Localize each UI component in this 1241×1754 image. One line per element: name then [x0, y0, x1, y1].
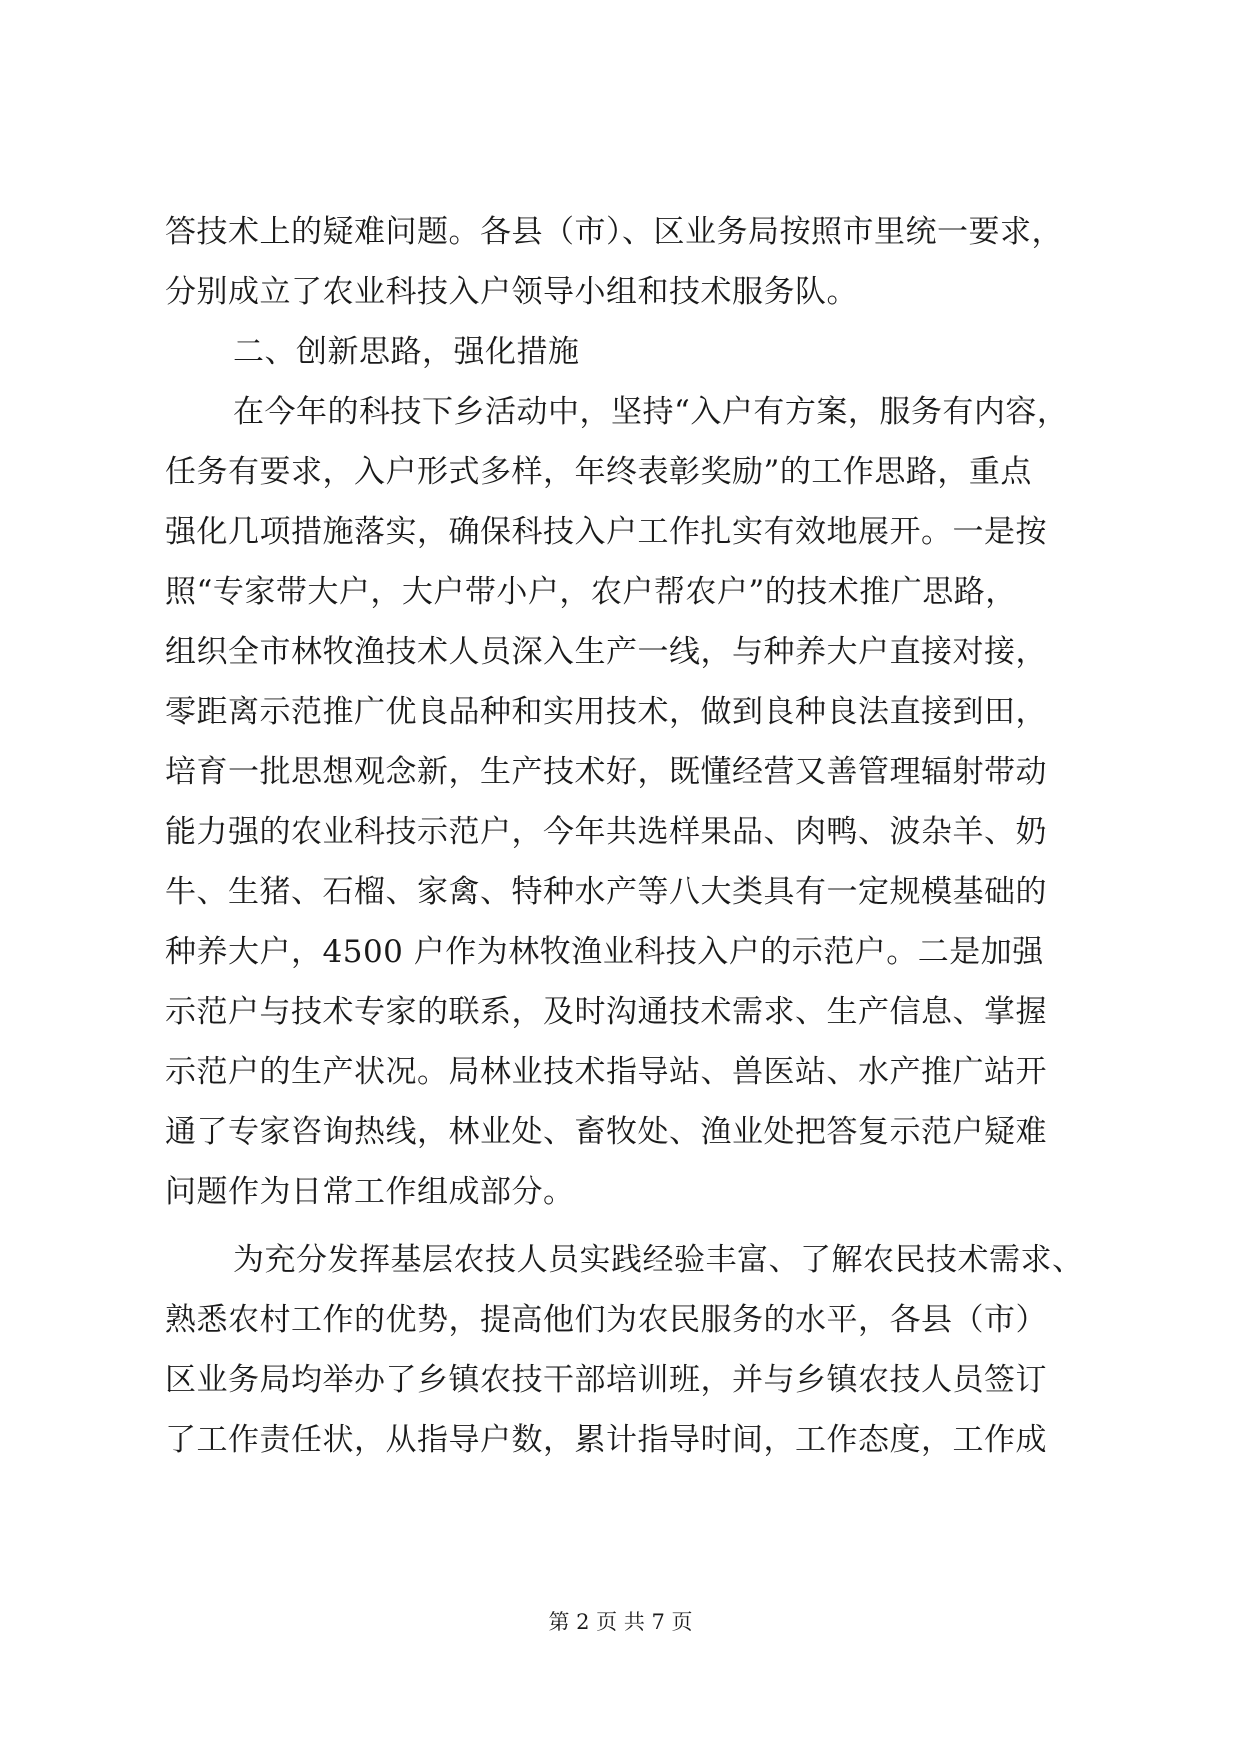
- text-line: 培育一批思想观念新，生产技术好，既懂经营又善管理辐射带动: [165, 754, 1047, 790]
- text-line: 照“专家带大户，大户带小户，农户帮农户”的技术推广思路，: [165, 574, 1017, 610]
- text-line: 答技术上的疑难问题。各县（市）、区业务局按照市里统一要求，: [165, 214, 1063, 250]
- text-line: 区业务局均举办了乡镇农技干部培训班，并与乡镇农技人员签订: [165, 1362, 1047, 1398]
- text-line: 示范户的生产状况。局林业技术指导站、兽医站、水产推广站开: [165, 1054, 1047, 1090]
- page-number-footer: 第 2 页 共 7 页: [548, 1610, 693, 1634]
- text-line: 分别成立了农业科技入户领导小组和技术服务队。: [165, 274, 858, 310]
- text-line: 在今年的科技下乡活动中，坚持“入户有方案，服务有内容，: [233, 394, 1069, 430]
- section-heading: 二、创新思路，强化措施: [233, 334, 580, 370]
- text-line: 了工作责任状，从指导户数，累计指导时间，工作态度，工作成: [165, 1422, 1047, 1458]
- text-line: 能力强的农业科技示范户，今年共选样果品、肉鸭、波杂羊、奶: [165, 814, 1047, 850]
- text-line: 示范户与技术专家的联系，及时沟通技术需求、生产信息、掌握: [165, 994, 1047, 1030]
- text-line: 问题作为日常工作组成部分。: [165, 1174, 575, 1210]
- text-line: 组织全市林牧渔技术人员深入生产一线，与种养大户直接对接，: [165, 634, 1047, 670]
- text-line: 通了专家咨询热线，林业处、畜牧处、渔业处把答复示范户疑难: [165, 1114, 1047, 1150]
- text-line: 种养大户，4500 户作为林牧渔业科技入户的示范户。二是加强: [165, 934, 1044, 970]
- text-line: 为充分发挥基层农技人员实践经验丰富、了解农民技术需求、: [233, 1242, 1084, 1278]
- text-line: 熟悉农村工作的优势，提高他们为农民服务的水平，各县（市）: [165, 1302, 1047, 1338]
- text-line: 任务有要求，入户形式多样，年终表彰奖励”的工作思路，重点: [165, 454, 1032, 490]
- text-line: 强化几项措施落实，确保科技入户工作扎实有效地展开。一是按: [165, 514, 1047, 550]
- text-line: 牛、生猪、石榴、家禽、特种水产等八大类具有一定规模基础的: [165, 874, 1047, 910]
- text-line: 零距离示范推广优良品种和实用技术，做到良种良法直接到田，: [165, 694, 1047, 730]
